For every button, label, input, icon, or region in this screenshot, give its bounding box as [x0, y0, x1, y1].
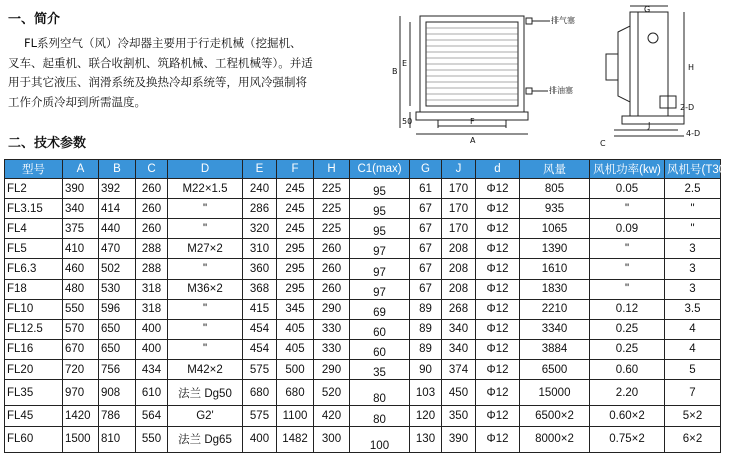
cell-c1max: 97 — [350, 239, 410, 259]
cell-model: FL60 — [5, 426, 63, 452]
cell-b: 650 — [99, 319, 136, 339]
cell-d-thread: Φ12 — [476, 319, 520, 339]
cell-j: 340 — [442, 339, 476, 359]
cell-fan-power: 0.75×2 — [590, 426, 665, 452]
cell-fan-number: 3 — [665, 259, 721, 279]
dim-label-4D: 4-D — [686, 129, 701, 138]
cell-fan-number: 7 — [665, 380, 721, 406]
cell-d: " — [168, 259, 243, 279]
cell-f: 500 — [277, 359, 314, 379]
dim-label-G: G — [644, 5, 651, 14]
cell-j: 374 — [442, 359, 476, 379]
cell-c: 400 — [136, 339, 168, 359]
cell-c: 260 — [136, 219, 168, 239]
cell-air-volume: 935 — [520, 199, 590, 219]
cell-c: 434 — [136, 359, 168, 379]
cell-a: 720 — [63, 359, 99, 379]
cell-b: 908 — [99, 380, 136, 406]
cell-e: 320 — [243, 219, 277, 239]
cell-model: FL4 — [5, 219, 63, 239]
cell-fan-power: 2.20 — [590, 380, 665, 406]
cell-b: 810 — [99, 426, 136, 452]
cell-a: 1500 — [63, 426, 99, 452]
table-row — [5, 406, 721, 426]
cell-c1max: 69 — [350, 299, 410, 319]
cell-c: 400 — [136, 319, 168, 339]
cell-e: 368 — [243, 279, 277, 299]
fin-lines — [426, 28, 518, 100]
cell-c1max: 60 — [350, 339, 410, 359]
section-title-specs: 二、技术参数 — [8, 136, 87, 151]
cell-fan-number: 4 — [665, 339, 721, 359]
cell-a: 375 — [63, 219, 99, 239]
cell-c1max: 80 — [350, 380, 410, 406]
header-c: C — [136, 160, 168, 179]
cell-c: 318 — [136, 299, 168, 319]
cell-e: 680 — [243, 380, 277, 406]
cell-a: 390 — [63, 179, 99, 199]
header-fan-power: 风机功率(kw) — [590, 160, 665, 179]
cell-h: 330 — [314, 339, 350, 359]
cell-fan-number: " — [665, 219, 721, 239]
dim-label-F: F — [470, 117, 475, 126]
cell-fan-number: " — [665, 199, 721, 219]
cell-h: 260 — [314, 259, 350, 279]
cell-fan-number: 5×2 — [665, 406, 721, 426]
dim-label-H: H — [688, 63, 695, 72]
cell-g: 61 — [410, 179, 442, 199]
cell-a: 480 — [63, 279, 99, 299]
cell-e: 415 — [243, 299, 277, 319]
cell-fan-power: 0.60 — [590, 359, 665, 379]
cell-d-thread: Φ12 — [476, 380, 520, 406]
header-c1max: C1(max) — [350, 160, 410, 179]
cell-air-volume: 1610 — [520, 259, 590, 279]
cell-j: 268 — [442, 299, 476, 319]
intro-line: 叉车、起重机、联合收割机、筑路机械、工程机械等）。并适 — [8, 55, 313, 70]
cell-f: 295 — [277, 279, 314, 299]
cell-c1max: 100 — [350, 426, 410, 452]
cell-c: 610 — [136, 380, 168, 406]
cell-g: 67 — [410, 259, 442, 279]
header-g: G — [410, 160, 442, 179]
table-row — [5, 279, 721, 299]
cell-h: 420 — [314, 406, 350, 426]
cell-g: 67 — [410, 239, 442, 259]
cell-d: M42×2 — [168, 359, 243, 379]
cell-fan-power: " — [590, 279, 665, 299]
cell-a: 670 — [63, 339, 99, 359]
cell-model: FL16 — [5, 339, 63, 359]
header-model: 型号 — [5, 160, 63, 179]
header-a: A — [63, 160, 99, 179]
table-row — [5, 239, 721, 259]
cell-d: M36×2 — [168, 279, 243, 299]
cell-model: FL20 — [5, 359, 63, 379]
cell-air-volume: 2210 — [520, 299, 590, 319]
spec-table-header — [5, 160, 721, 179]
cell-d-thread: Φ12 — [476, 406, 520, 426]
cell-fan-number: 5 — [665, 359, 721, 379]
cell-f: 245 — [277, 199, 314, 219]
cell-model: F18 — [5, 279, 63, 299]
table-row — [5, 259, 721, 279]
cell-model: FL6.3 — [5, 259, 63, 279]
cell-f: 245 — [277, 219, 314, 239]
cell-j: 170 — [442, 219, 476, 239]
cell-h: 225 — [314, 199, 350, 219]
cell-air-volume: 3340 — [520, 319, 590, 339]
cell-h: 260 — [314, 279, 350, 299]
cell-fan-power: 0.05 — [590, 179, 665, 199]
cell-model: FL45 — [5, 406, 63, 426]
cell-d: " — [168, 319, 243, 339]
cell-e: 360 — [243, 259, 277, 279]
cell-model: FL5 — [5, 239, 63, 259]
cell-c: 564 — [136, 406, 168, 426]
table-row — [5, 426, 721, 452]
cell-air-volume: 1065 — [520, 219, 590, 239]
cell-model: FL2 — [5, 179, 63, 199]
exhaust-plug-label: 排气塞 — [551, 16, 575, 25]
cell-fan-number: 3 — [665, 239, 721, 259]
header-f: F — [277, 160, 314, 179]
header-e: E — [243, 160, 277, 179]
header-d-thread: d — [476, 160, 520, 179]
cell-f: 1100 — [277, 406, 314, 426]
header-air-volume: 风量 — [520, 160, 590, 179]
cell-air-volume: 6500×2 — [520, 406, 590, 426]
table-row — [5, 380, 721, 406]
cell-model: FL35 — [5, 380, 63, 406]
cell-g: 120 — [410, 406, 442, 426]
cell-fan-power: 0.25 — [590, 319, 665, 339]
drain-plug-label: 排油塞 — [549, 86, 573, 95]
cell-b: 502 — [99, 259, 136, 279]
cell-air-volume: 1390 — [520, 239, 590, 259]
cell-a: 1420 — [63, 406, 99, 426]
cell-f: 295 — [277, 259, 314, 279]
dim-label-C: C — [600, 139, 606, 148]
cell-d: " — [168, 199, 243, 219]
cell-fan-power: 0.25 — [590, 339, 665, 359]
cell-h: 290 — [314, 299, 350, 319]
intro-line: 工作介质冷却到所需温度。 — [8, 94, 146, 109]
table-row — [5, 199, 721, 219]
cell-f: 295 — [277, 239, 314, 259]
cell-d-thread: Φ12 — [476, 339, 520, 359]
cell-c1max: 97 — [350, 279, 410, 299]
cell-a: 550 — [63, 299, 99, 319]
cell-j: 170 — [442, 179, 476, 199]
cell-f: 405 — [277, 319, 314, 339]
intro-line: FL系列空气（风）冷却器主要用于行走机械（挖掘机、 — [24, 36, 302, 50]
cell-g: 67 — [410, 199, 442, 219]
cell-d-thread: Φ12 — [476, 239, 520, 259]
dim-label-2D: 2-D — [680, 103, 695, 112]
cell-d: G2' — [168, 406, 243, 426]
cell-fan-number: 6×2 — [665, 426, 721, 452]
cell-air-volume: 3884 — [520, 339, 590, 359]
cell-c1max: 80 — [350, 406, 410, 426]
table-row — [5, 319, 721, 339]
cell-d: " — [168, 299, 243, 319]
cell-j: 170 — [442, 199, 476, 219]
cell-c1max: 97 — [350, 259, 410, 279]
cell-j: 450 — [442, 380, 476, 406]
cell-fan-number: 4 — [665, 319, 721, 339]
cell-fan-power: 0.09 — [590, 219, 665, 239]
cell-d-thread: Φ12 — [476, 219, 520, 239]
cell-d: M27×2 — [168, 239, 243, 259]
cell-a: 570 — [63, 319, 99, 339]
header-b: B — [99, 160, 136, 179]
cell-b: 650 — [99, 339, 136, 359]
cell-h: 520 — [314, 380, 350, 406]
cell-e: 454 — [243, 339, 277, 359]
cell-h: 225 — [314, 219, 350, 239]
cell-d: 法兰 Dg50 — [168, 380, 243, 406]
cell-c: 288 — [136, 259, 168, 279]
table-row — [5, 179, 721, 199]
cell-g: 89 — [410, 299, 442, 319]
cell-b: 756 — [99, 359, 136, 379]
cell-f: 680 — [277, 380, 314, 406]
cell-j: 208 — [442, 239, 476, 259]
spec-table-body — [5, 179, 721, 453]
table-row — [5, 359, 721, 379]
cell-d-thread: Φ12 — [476, 179, 520, 199]
cell-h: 290 — [314, 359, 350, 379]
table-row — [5, 339, 721, 359]
cell-j: 390 — [442, 426, 476, 452]
cell-model: FL12.5 — [5, 319, 63, 339]
dim-label-50: 50 — [402, 117, 413, 126]
cell-b: 530 — [99, 279, 136, 299]
cell-b: 470 — [99, 239, 136, 259]
cell-g: 103 — [410, 380, 442, 406]
cell-e: 400 — [243, 426, 277, 452]
cell-b: 440 — [99, 219, 136, 239]
cell-fan-number: 3.5 — [665, 299, 721, 319]
header-fan-number: 风机号(T30) — [665, 160, 721, 179]
cell-e: 454 — [243, 319, 277, 339]
cell-j: 350 — [442, 406, 476, 426]
cell-c: 260 — [136, 179, 168, 199]
cooler-outline-drawing — [378, 2, 722, 152]
cell-h: 300 — [314, 426, 350, 452]
cell-e: 286 — [243, 199, 277, 219]
cell-air-volume: 8000×2 — [520, 426, 590, 452]
cell-c1max: 95 — [350, 219, 410, 239]
cell-d-thread: Φ12 — [476, 199, 520, 219]
cell-e: 240 — [243, 179, 277, 199]
cell-fan-number: 2.5 — [665, 179, 721, 199]
cell-d-thread: Φ12 — [476, 426, 520, 452]
cell-d-thread: Φ12 — [476, 359, 520, 379]
header-j: J — [442, 160, 476, 179]
cell-d: M22×1.5 — [168, 179, 243, 199]
dim-label-J: J — [648, 121, 651, 130]
cell-a: 340 — [63, 199, 99, 219]
cell-a: 410 — [63, 239, 99, 259]
cell-b: 392 — [99, 179, 136, 199]
cell-c: 260 — [136, 199, 168, 219]
intro-paragraph — [8, 34, 363, 112]
cell-c1max: 60 — [350, 319, 410, 339]
cell-d: " — [168, 219, 243, 239]
cell-fan-power: " — [590, 259, 665, 279]
cell-d: 法兰 Dg65 — [168, 426, 243, 452]
cell-e: 575 — [243, 406, 277, 426]
cell-g: 89 — [410, 339, 442, 359]
cell-j: 340 — [442, 319, 476, 339]
table-row — [5, 299, 721, 319]
table-row — [5, 219, 721, 239]
cell-d-thread: Φ12 — [476, 299, 520, 319]
cell-e: 310 — [243, 239, 277, 259]
cell-air-volume: 6500 — [520, 359, 590, 379]
cell-g: 130 — [410, 426, 442, 452]
cell-h: 330 — [314, 319, 350, 339]
cell-g: 67 — [410, 279, 442, 299]
cell-g: 89 — [410, 319, 442, 339]
cell-j: 208 — [442, 259, 476, 279]
cell-c1max: 95 — [350, 179, 410, 199]
cell-b: 414 — [99, 199, 136, 219]
cell-c1max: 35 — [350, 359, 410, 379]
section-title-intro: 一、简介 — [8, 12, 61, 27]
cell-air-volume: 1830 — [520, 279, 590, 299]
header-d: D — [168, 160, 243, 179]
cell-fan-number: 3 — [665, 279, 721, 299]
cell-air-volume: 15000 — [520, 380, 590, 406]
cell-a: 970 — [63, 380, 99, 406]
dim-label-A: A — [470, 136, 476, 145]
cell-d-thread: Φ12 — [476, 259, 520, 279]
dim-label-E: E — [402, 59, 408, 68]
cell-b: 596 — [99, 299, 136, 319]
cell-fan-power: " — [590, 199, 665, 219]
cell-g: 90 — [410, 359, 442, 379]
cell-e: 575 — [243, 359, 277, 379]
cell-model: FL3.15 — [5, 199, 63, 219]
cell-f: 345 — [277, 299, 314, 319]
cell-h: 225 — [314, 179, 350, 199]
cell-d-thread: Φ12 — [476, 279, 520, 299]
cell-c: 318 — [136, 279, 168, 299]
cell-model: FL10 — [5, 299, 63, 319]
spec-table — [4, 159, 729, 453]
cell-f: 245 — [277, 179, 314, 199]
cell-f: 1482 — [277, 426, 314, 452]
cell-fan-power: " — [590, 239, 665, 259]
dim-label-B: B — [392, 67, 398, 76]
cell-c: 550 — [136, 426, 168, 452]
cell-j: 208 — [442, 279, 476, 299]
cell-h: 260 — [314, 239, 350, 259]
cell-fan-power: 0.12 — [590, 299, 665, 319]
cell-b: 786 — [99, 406, 136, 426]
cell-c1max: 95 — [350, 199, 410, 219]
header-h: H — [314, 160, 350, 179]
cell-a: 460 — [63, 259, 99, 279]
cell-fan-power: 0.60×2 — [590, 406, 665, 426]
intro-line: 用于其它液压、润滑系统及换热冷却系统等，用风冷强制将 — [8, 75, 307, 89]
cell-air-volume: 805 — [520, 179, 590, 199]
cell-d: " — [168, 339, 243, 359]
cell-g: 67 — [410, 219, 442, 239]
cell-f: 405 — [277, 339, 314, 359]
cell-c: 288 — [136, 239, 168, 259]
